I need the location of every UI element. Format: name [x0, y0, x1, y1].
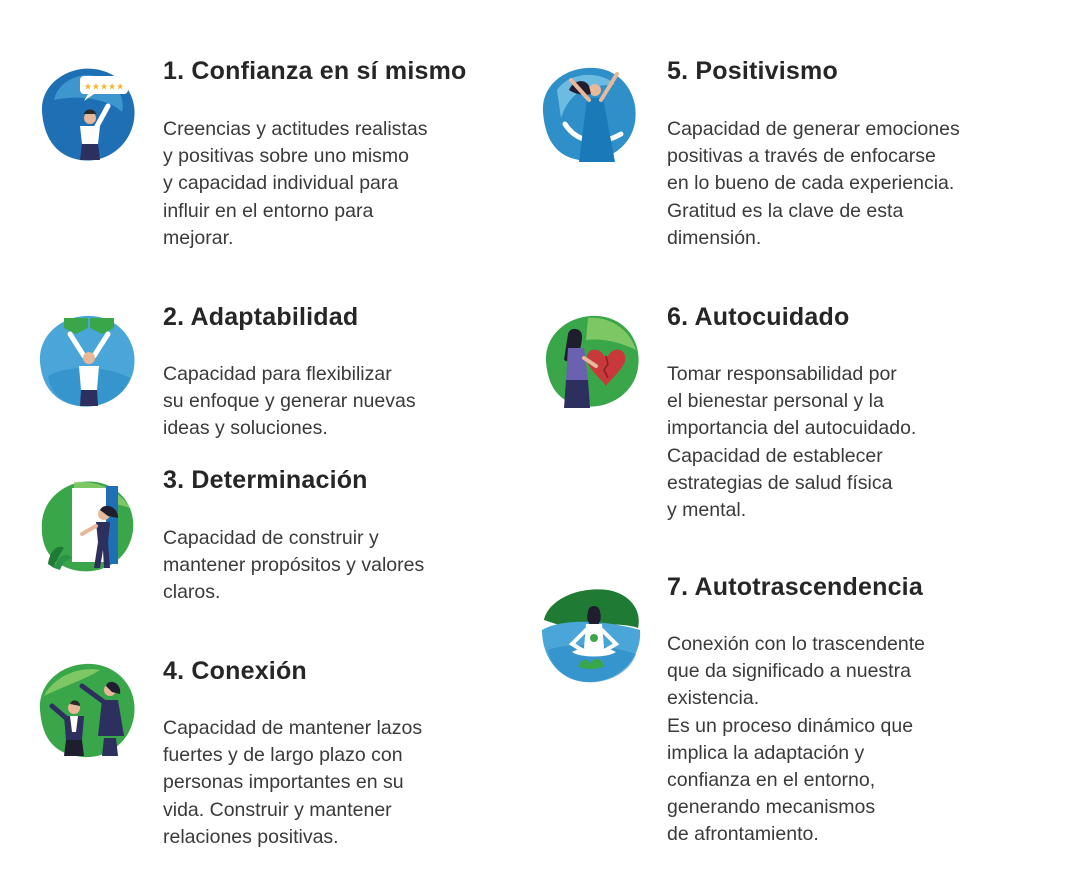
item-description — [667, 116, 960, 252]
description-line: y mental. — [667, 499, 747, 522]
description-line: que da significado a nuestra — [667, 660, 911, 683]
description-line: Gratitud es la clave de esta — [667, 199, 904, 222]
item-description — [163, 361, 416, 443]
description-line: y capacidad individual para — [163, 172, 399, 195]
item-description — [163, 525, 424, 607]
svg-text:★★★★★: ★★★★★ — [83, 82, 125, 93]
item-description — [667, 361, 916, 524]
item-title: 1. Confianza en sí mismo — [163, 57, 467, 85]
description-line: confianza en el entorno, — [667, 769, 876, 792]
description-line: Capacidad de construir y — [163, 527, 379, 549]
description-line: fuertes y de largo plazo con — [163, 744, 403, 767]
description-line: Creencias y actitudes realistas — [163, 118, 428, 140]
description-line: Capacidad de generar emociones — [667, 118, 960, 140]
description-line: Capacidad de mantener lazos — [163, 717, 423, 739]
description-line: y positivas sobre uno mismo — [163, 145, 410, 168]
selftranscendence-icon — [538, 580, 646, 688]
description-line: Es un proceso dinámico que — [667, 714, 914, 737]
item-title: 6. Autocuidado — [667, 303, 850, 331]
item-description — [163, 116, 427, 252]
adaptability-icon — [34, 306, 142, 414]
description-line: implica la adaptación y — [667, 741, 865, 764]
description-line: vida. Construir y mantener — [163, 798, 392, 821]
description-line: Tomar responsabilidad por — [667, 363, 897, 385]
description-line: Capacidad de establecer — [667, 444, 883, 467]
description-line: el bienestar personal y la — [667, 390, 884, 413]
item-title: 2. Adaptabilidad — [163, 303, 359, 331]
item-title: 7. Autotrascendencia — [667, 573, 923, 601]
item-title: 3. Determinación — [163, 466, 368, 494]
item-description — [667, 631, 925, 849]
description-line: su enfoque y generar nuevas — [163, 390, 416, 413]
description-line: ideas y soluciones. — [163, 417, 328, 440]
description-line: relaciones positivas. — [163, 825, 339, 848]
description-line: Conexión con lo trascendente — [667, 633, 926, 655]
connection-icon — [34, 656, 142, 764]
description-line: Capacidad para flexibilizar — [163, 363, 392, 385]
description-line: mantener propósitos y valores — [163, 554, 425, 577]
selfcare-icon — [538, 306, 646, 414]
description-line: mejorar. — [163, 226, 234, 249]
determination-icon — [34, 472, 142, 580]
description-line: influir en el entorno para — [163, 199, 374, 222]
confidence-icon — [34, 60, 142, 168]
description-line: claros. — [163, 581, 221, 604]
item-title: 5. Positivismo — [667, 57, 838, 85]
description-line: importancia del autocuidado. — [667, 417, 917, 440]
description-line: personas importantes en su — [163, 771, 404, 794]
description-line: estrategias de salud física — [667, 471, 893, 494]
description-line: de afrontamiento. — [667, 823, 819, 846]
item-title: 4. Conexión — [163, 657, 307, 685]
description-line: existencia. — [667, 687, 760, 710]
positivity-icon — [535, 60, 643, 168]
description-line: dimensión. — [667, 226, 762, 249]
description-line: positivas a través de enfocarse — [667, 145, 936, 168]
item-description — [163, 715, 422, 851]
description-line: en lo bueno de cada experiencia. — [667, 172, 955, 195]
description-line: generando mecanismos — [667, 796, 876, 819]
